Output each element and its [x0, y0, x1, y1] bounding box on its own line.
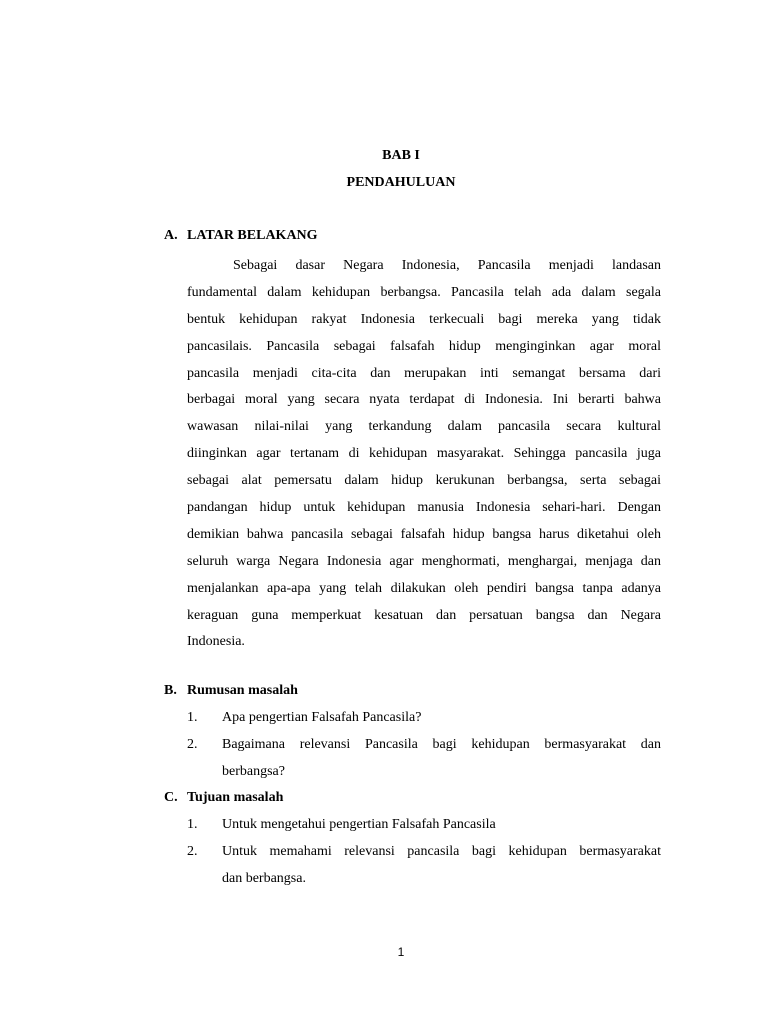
paragraph-line: seluruh warga Negara Indonesia agar menghormati, menghargai, menjaga dan	[187, 553, 661, 569]
section-c-title: Tujuan masalah	[187, 790, 284, 805]
list-item-line: Apa pengertian Falsafah Pancasila?	[222, 710, 422, 725]
list-item-line: Untuk memahami relevansi pancasila bagi kehidupan bermasyarakat	[222, 844, 661, 859]
paragraph-line: demikian bahwa pancasila sebagai falsafah hidup bangsa harus diketahui oleh	[187, 526, 661, 542]
paragraph-line: pancasila menjadi cita-cita dan merupakan inti semangat bersama dari	[187, 365, 661, 381]
list-item-number: 2.	[187, 737, 198, 752]
background-paragraph	[187, 253, 661, 656]
page-number: 1	[397, 945, 405, 959]
section-c-letter: C.	[164, 790, 178, 805]
list-item-line: Bagaimana relevansi Pancasila bagi kehidupan bermasyarakat dan	[222, 737, 661, 752]
list-item-line: dan berbangsa.	[222, 870, 306, 886]
paragraph-line: wawasan nilai-nilai yang terkandung dalam pancasila secara kultural	[187, 419, 661, 435]
section-b-title: Rumusan masalah	[187, 683, 298, 698]
paragraph-line: keraguan guna memperkuat kesatuan dan persatuan bangsa dan Negara	[187, 607, 661, 623]
paragraph-line: sebagai alat pemersatu dalam hidup kerukunan berbangsa, serta sebagai	[187, 473, 661, 489]
list-item-line: Untuk mengetahui pengertian Falsafah Pancasila	[222, 817, 496, 832]
paragraph-line: diinginkan agar tertanam di kehidupan masyarakat. Sehingga pancasila juga	[187, 446, 661, 462]
paragraph-line: pandangan hidup untuk kehidupan manusia Indonesia sehari-hari. Dengan	[187, 500, 661, 516]
paragraph-line: berbagai moral yang secara nyata terdapat di Indonesia. Ini berarti bahwa	[187, 392, 661, 408]
paragraph-line: pancasilais. Pancasila sebagai falsafah hidup menginginkan agar moral	[187, 338, 661, 354]
paragraph-line: menjalankan apa-apa yang telah dilakukan oleh pendiri bangsa tanpa adanya	[187, 580, 661, 596]
chapter-title: PENDAHULUAN	[346, 175, 456, 190]
list-item-line: berbangsa?	[222, 763, 285, 779]
list-item-text	[222, 812, 661, 839]
list-item-text	[222, 732, 661, 786]
list-item-text	[222, 705, 661, 732]
paragraph-line: Indonesia.	[187, 634, 245, 650]
paragraph-line: bentuk kehidupan rakyat Indonesia terkecuali bagi mereka yang tidak	[187, 311, 661, 327]
section-b-letter: B.	[164, 683, 177, 698]
section-a-letter: A.	[164, 228, 178, 243]
paragraph-line: fundamental dalam kehidupan berbangsa. Pancasila telah ada dalam segala	[187, 284, 661, 300]
section-a-title: LATAR BELAKANG	[187, 228, 318, 243]
list-item-number: 2.	[187, 844, 198, 859]
list-item-number: 1.	[187, 710, 198, 725]
list-item-number: 1.	[187, 817, 198, 832]
chapter-number: BAB I	[382, 148, 420, 163]
list-item-text	[222, 839, 661, 893]
paragraph-line: Sebagai dasar Negara Indonesia, Pancasila menjadi landasan	[233, 258, 661, 273]
